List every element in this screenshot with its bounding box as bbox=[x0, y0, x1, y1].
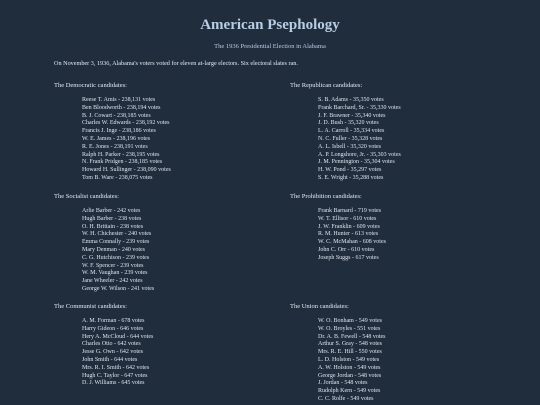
candidate-item: Charles Otto - 642 votes bbox=[82, 341, 141, 348]
candidate-item: W. O. Broyles - 551 votes bbox=[318, 325, 381, 332]
candidate-item: A. P. Longshore, Jr. - 35,303 votes bbox=[318, 151, 401, 158]
candidate-item: John C. Orr - 610 votes bbox=[318, 246, 375, 253]
candidate-item: W. C. McMahan - 608 votes bbox=[318, 239, 386, 246]
slate-democratic bbox=[54, 82, 274, 183]
candidate-item: J. F. Brawner - 35,340 votes bbox=[318, 112, 386, 119]
candidate-item: W. E. James - 238,196 votes bbox=[82, 135, 151, 142]
candidate-item: A. M. Forman - 678 votes bbox=[82, 318, 145, 324]
candidate-list bbox=[290, 208, 510, 263]
candidate-list bbox=[54, 97, 274, 183]
candidate-item: Howard H. Sullinger - 238,090 votes bbox=[82, 167, 171, 174]
candidate-item: Joseph Suggs - 617 votes bbox=[318, 254, 379, 261]
candidate-item: John Smith - 644 votes bbox=[82, 356, 138, 363]
candidate-item: Hugh C. Taylor - 647 votes bbox=[82, 372, 148, 379]
candidate-item: Tom B. Ware - 238,075 votes bbox=[82, 174, 153, 181]
candidate-list bbox=[290, 97, 510, 183]
candidate-item: Emma Connally - 239 votes bbox=[82, 239, 150, 246]
candidate-item: W. T. Ellisor - 610 votes bbox=[318, 215, 377, 222]
candidate-item: J. M. Pennington - 35,304 votes bbox=[318, 159, 395, 166]
slate-prohibition bbox=[290, 193, 510, 263]
candidate-item: Francis J. Inge - 238,186 votes bbox=[82, 128, 156, 135]
slate-heading: The Democratic candidates: bbox=[54, 82, 127, 89]
candidate-item: R. E. Jones - 238,191 votes bbox=[82, 143, 148, 150]
page-title: American Psephology bbox=[200, 17, 340, 33]
candidate-item: Dr. A. B. Fewell - 548 votes bbox=[318, 333, 386, 340]
page-subtitle: The 1936 Presidential Election in Alabama bbox=[214, 43, 326, 50]
candidate-item: W. M. Vaughan - 239 votes bbox=[82, 270, 148, 277]
candidate-item: J. D. Bush - 35,320 votes bbox=[318, 120, 379, 127]
candidate-item: Frank Barnard - 719 votes bbox=[318, 208, 381, 214]
candidate-item: George W. Wilson - 241 votes bbox=[82, 285, 155, 292]
candidate-item: C. C. Rolfe - 549 votes bbox=[318, 395, 374, 402]
candidate-item: Harry Gideon - 646 votes bbox=[82, 325, 144, 332]
candidate-list bbox=[54, 318, 274, 388]
candidate-item: Ralph H. Parker - 238,195 votes bbox=[82, 151, 160, 158]
candidate-item: H. W. Pond - 35,297 votes bbox=[318, 167, 382, 174]
candidate-item: N. Frank Pridgen - 238,185 votes bbox=[82, 159, 163, 166]
candidate-item: C. G. Hutchison - 239 votes bbox=[82, 254, 150, 261]
slate-communist bbox=[54, 303, 274, 388]
candidate-item: Charles W. Edwards - 238,192 votes bbox=[82, 120, 170, 127]
slate-heading: The Prohibition candidates: bbox=[290, 193, 362, 200]
candidate-list bbox=[54, 208, 274, 294]
candidate-item: L. D. Holston - 549 votes bbox=[318, 356, 380, 363]
candidate-item: Reese T. Amis - 238,131 votes bbox=[82, 97, 156, 103]
candidate-list bbox=[290, 318, 510, 404]
candidate-item: S. B. Adams - 35,350 votes bbox=[318, 97, 384, 103]
candidate-item: A. W. Holston - 549 votes bbox=[318, 364, 381, 371]
slate-heading: The Communist candidates: bbox=[54, 303, 127, 310]
candidate-item: Arthur S. Gray - 548 votes bbox=[318, 341, 382, 348]
candidate-item: Jesse G. Own - 642 votes bbox=[82, 349, 143, 356]
candidate-item: Frank Barchard, Sr. - 35,330 votes bbox=[318, 104, 401, 111]
candidate-item: J. W. Franklin - 609 votes bbox=[318, 223, 380, 230]
candidate-item: J. Jordan - 548 votes bbox=[318, 380, 368, 387]
candidate-item: Mrs. R. I. Smith - 642 votes bbox=[82, 364, 150, 371]
candidate-item: Ben Bloodworth - 238,194 votes bbox=[82, 104, 161, 111]
candidate-item: W. O. Bonham - 549 votes bbox=[318, 318, 382, 324]
candidate-item: B. J. Cowart - 238,185 votes bbox=[82, 112, 151, 119]
candidate-item: D. J. Williams - 645 votes bbox=[82, 380, 145, 387]
candidate-item: Mrs. R. E. Hill - 550 votes bbox=[318, 349, 382, 356]
candidate-item: Hugh Barber - 238 votes bbox=[82, 215, 142, 222]
candidate-item: L. A. Carroll - 35,334 votes bbox=[318, 128, 385, 135]
candidate-item: Rudolph Kern - 549 votes bbox=[318, 388, 381, 395]
candidate-item: Hery A. McCloud - 644 votes bbox=[82, 333, 154, 340]
slate-union bbox=[290, 303, 510, 404]
candidate-item: Arlie Barber - 242 votes bbox=[82, 208, 141, 214]
slate-heading: The Republican candidates: bbox=[290, 82, 363, 89]
candidate-item: Jane Wheeler - 242 votes bbox=[82, 278, 143, 285]
intro-paragraph: On November 3, 1936, Alabama's voters voted for eleven at-large electors. Six electoral slates ran. bbox=[54, 60, 298, 67]
candidate-item: W. H. Chichester - 240 votes bbox=[82, 231, 152, 238]
candidate-item: A. L. Isbell - 35,320 votes bbox=[318, 143, 381, 150]
candidate-item: S. E. Wright - 35,288 votes bbox=[318, 174, 384, 181]
candidate-item: Mary Denman - 240 votes bbox=[82, 246, 145, 253]
candidate-item: W. F. Spencer - 239 votes bbox=[82, 262, 144, 269]
slate-socialist bbox=[54, 193, 274, 294]
candidate-item: R. M. Hunter - 613 votes bbox=[318, 231, 379, 238]
candidate-item: N. C. Fuller - 35,328 votes bbox=[318, 135, 383, 142]
slate-heading: The Socialist candidates: bbox=[54, 193, 119, 200]
candidate-item: George Jordan - 548 votes bbox=[318, 372, 382, 379]
slate-republican bbox=[290, 82, 510, 183]
slate-heading: The Union candidates: bbox=[290, 303, 349, 310]
candidate-item: O. H. Brittain - 238 votes bbox=[82, 223, 144, 230]
